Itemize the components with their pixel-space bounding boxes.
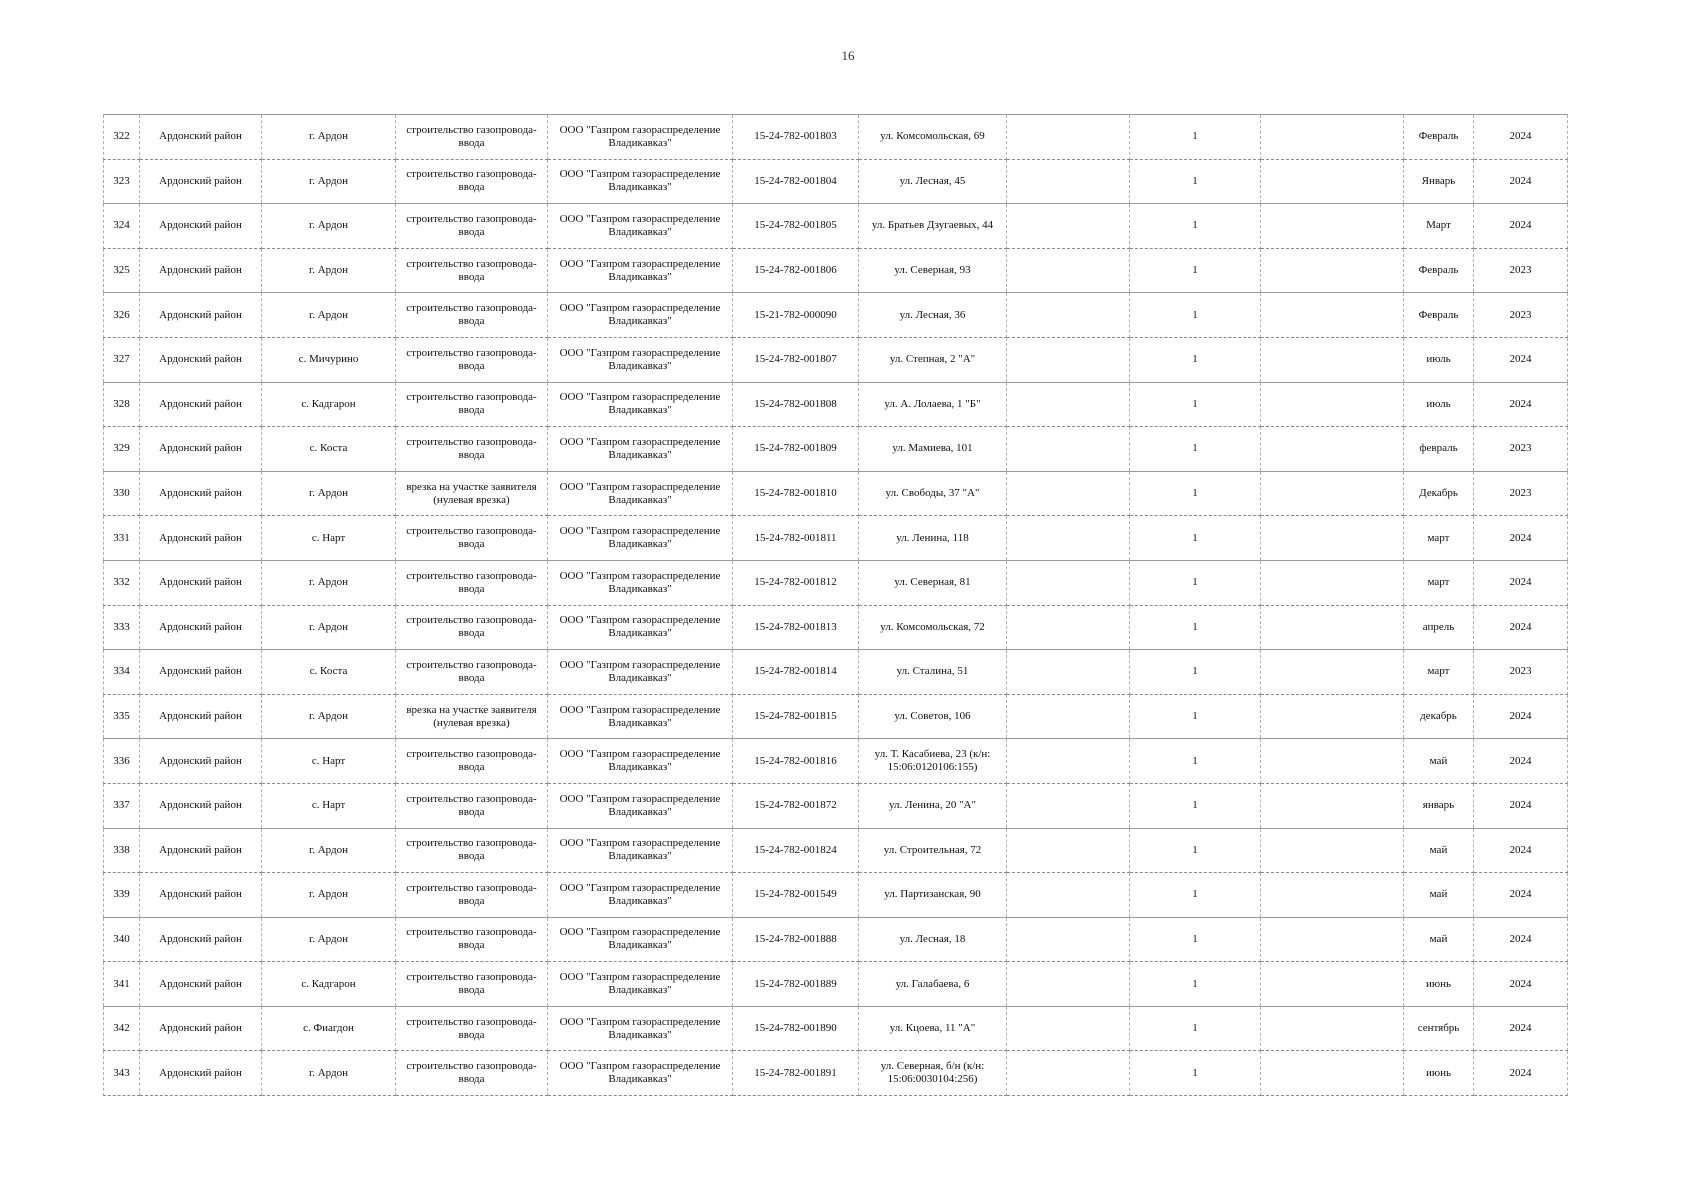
organization-cell: ООО "Газпром газораспределение Владикавказ" [548,159,733,204]
month-cell: Февраль [1404,293,1474,338]
empty-cell [1007,962,1130,1007]
organization-cell: ООО "Газпром газораспределение Владикавказ" [548,962,733,1007]
registry-table [103,114,1568,1096]
year-cell: 2024 [1474,828,1568,873]
organization-cell: ООО "Газпром газораспределение Владикавказ" [548,337,733,382]
empty-cell [1007,917,1130,962]
quantity-cell: 1 [1130,337,1261,382]
row-number: 343 [104,1051,140,1096]
year-cell: 2023 [1474,650,1568,695]
table-row [104,873,1568,918]
work-type-cell: строительство газопровода-ввода [396,783,548,828]
month-cell: Февраль [1404,115,1474,160]
district-cell: Ардонский район [140,605,262,650]
table-row [104,337,1568,382]
empty-cell [1007,516,1130,561]
organization-cell: ООО "Газпром газораспределение Владикавказ" [548,427,733,472]
locality-cell: с. Нарт [262,739,396,784]
address-cell: ул. Комсомольская, 72 [859,605,1007,650]
district-cell: Ардонский район [140,1006,262,1051]
locality-cell: г. Ардон [262,828,396,873]
row-number: 332 [104,560,140,605]
month-cell: март [1404,516,1474,561]
address-cell: ул. Ленина, 20 "А" [859,783,1007,828]
registry-code-cell: 15-24-782-001804 [733,159,859,204]
table-row [104,650,1568,695]
organization-cell: ООО "Газпром газораспределение Владикавказ" [548,739,733,784]
table-row [104,516,1568,561]
empty-cell [1007,1006,1130,1051]
empty-cell [1007,204,1130,249]
work-type-cell: врезка на участке заявителя (нулевая врезка) [396,471,548,516]
address-cell: ул. Строительная, 72 [859,828,1007,873]
month-cell: декабрь [1404,694,1474,739]
empty-cell [1261,828,1404,873]
year-cell: 2024 [1474,962,1568,1007]
empty-cell [1261,516,1404,561]
empty-cell [1007,471,1130,516]
organization-cell: ООО "Газпром газораспределение Владикавказ" [548,516,733,561]
year-cell: 2024 [1474,516,1568,561]
table-row [104,427,1568,472]
month-cell: Декабрь [1404,471,1474,516]
year-cell: 2024 [1474,783,1568,828]
empty-cell [1007,115,1130,160]
row-number: 325 [104,248,140,293]
quantity-cell: 1 [1130,917,1261,962]
empty-cell [1261,1051,1404,1096]
year-cell: 2024 [1474,560,1568,605]
row-number: 339 [104,873,140,918]
month-cell: июнь [1404,962,1474,1007]
registry-code-cell: 15-24-782-001809 [733,427,859,472]
month-cell: январь [1404,783,1474,828]
quantity-cell: 1 [1130,159,1261,204]
month-cell: сентябрь [1404,1006,1474,1051]
district-cell: Ардонский район [140,516,262,561]
locality-cell: г. Ардон [262,1051,396,1096]
quantity-cell: 1 [1130,873,1261,918]
empty-cell [1261,427,1404,472]
address-cell: ул. Северная, 93 [859,248,1007,293]
empty-cell [1261,115,1404,160]
address-cell: ул. Северная, 81 [859,560,1007,605]
empty-cell [1261,1006,1404,1051]
registry-code-cell: 15-24-782-001805 [733,204,859,249]
registry-code-cell: 15-24-782-001872 [733,783,859,828]
organization-cell: ООО "Газпром газораспределение Владикавказ" [548,873,733,918]
registry-code-cell: 15-24-782-001891 [733,1051,859,1096]
locality-cell: с. Кадгарон [262,962,396,1007]
work-type-cell: строительство газопровода-ввода [396,293,548,338]
locality-cell: г. Ардон [262,605,396,650]
month-cell: март [1404,560,1474,605]
month-cell: Февраль [1404,248,1474,293]
empty-cell [1007,873,1130,918]
page-number: 16 [841,48,855,63]
address-cell: ул. Степная, 2 "А" [859,337,1007,382]
locality-cell: г. Ардон [262,248,396,293]
registry-code-cell: 15-24-782-001888 [733,917,859,962]
locality-cell: г. Ардон [262,471,396,516]
month-cell: июнь [1404,1051,1474,1096]
year-cell: 2024 [1474,1051,1568,1096]
locality-cell: с. Коста [262,650,396,695]
quantity-cell: 1 [1130,516,1261,561]
row-number: 324 [104,204,140,249]
table-row [104,739,1568,784]
registry-code-cell: 15-24-782-001814 [733,650,859,695]
locality-cell: с. Фиагдон [262,1006,396,1051]
address-cell: ул. Т. Касабиева, 23 (к/н: 15:06:0120106:155) [859,739,1007,784]
work-type-cell: строительство газопровода-ввода [396,917,548,962]
registry-code-cell: 15-24-782-001803 [733,115,859,160]
district-cell: Ардонский район [140,159,262,204]
district-cell: Ардонский район [140,828,262,873]
locality-cell: г. Ардон [262,159,396,204]
empty-cell [1007,560,1130,605]
table-row [104,783,1568,828]
empty-cell [1261,694,1404,739]
district-cell: Ардонский район [140,471,262,516]
month-cell: Январь [1404,159,1474,204]
row-number: 334 [104,650,140,695]
table-row [104,115,1568,160]
empty-cell [1007,783,1130,828]
organization-cell: ООО "Газпром газораспределение Владикавказ" [548,605,733,650]
district-cell: Ардонский район [140,917,262,962]
empty-cell [1007,650,1130,695]
row-number: 329 [104,427,140,472]
locality-cell: с. Мичурино [262,337,396,382]
registry-code-cell: 15-24-782-001816 [733,739,859,784]
address-cell: ул. Лесная, 18 [859,917,1007,962]
empty-cell [1007,427,1130,472]
district-cell: Ардонский район [140,293,262,338]
quantity-cell: 1 [1130,560,1261,605]
empty-cell [1261,293,1404,338]
quantity-cell: 1 [1130,293,1261,338]
work-type-cell: строительство газопровода-ввода [396,650,548,695]
work-type-cell: строительство газопровода-ввода [396,1006,548,1051]
year-cell: 2024 [1474,337,1568,382]
empty-cell [1261,962,1404,1007]
empty-cell [1007,248,1130,293]
work-type-cell: врезка на участке заявителя (нулевая врезка) [396,694,548,739]
work-type-cell: строительство газопровода-ввода [396,873,548,918]
organization-cell: ООО "Газпром газораспределение Владикавказ" [548,783,733,828]
empty-cell [1007,337,1130,382]
work-type-cell: строительство газопровода-ввода [396,159,548,204]
empty-cell [1261,159,1404,204]
empty-cell [1261,873,1404,918]
row-number: 335 [104,694,140,739]
month-cell: Март [1404,204,1474,249]
address-cell: ул. Партизанская, 90 [859,873,1007,918]
month-cell: март [1404,650,1474,695]
organization-cell: ООО "Газпром газораспределение Владикавказ" [548,204,733,249]
empty-cell [1007,739,1130,784]
empty-cell [1261,783,1404,828]
registry-code-cell: 15-24-782-001813 [733,605,859,650]
organization-cell: ООО "Газпром газораспределение Владикавказ" [548,560,733,605]
registry-code-cell: 15-24-782-001808 [733,382,859,427]
locality-cell: с. Нарт [262,516,396,561]
organization-cell: ООО "Газпром газораспределение Владикавказ" [548,694,733,739]
row-number: 328 [104,382,140,427]
year-cell: 2024 [1474,694,1568,739]
locality-cell: г. Ардон [262,694,396,739]
address-cell: ул. Комсомольская, 69 [859,115,1007,160]
address-cell: ул. Северная, б/н (к/н: 15:06:0030104:256) [859,1051,1007,1096]
quantity-cell: 1 [1130,694,1261,739]
table-row [104,248,1568,293]
table-row [104,828,1568,873]
registry-code-cell: 15-24-782-001889 [733,962,859,1007]
year-cell: 2024 [1474,382,1568,427]
district-cell: Ардонский район [140,783,262,828]
quantity-cell: 1 [1130,739,1261,784]
work-type-cell: строительство газопровода-ввода [396,204,548,249]
quantity-cell: 1 [1130,115,1261,160]
district-cell: Ардонский район [140,560,262,605]
quantity-cell: 1 [1130,248,1261,293]
district-cell: Ардонский район [140,962,262,1007]
row-number: 340 [104,917,140,962]
organization-cell: ООО "Газпром газораспределение Владикавказ" [548,1006,733,1051]
month-cell: июль [1404,382,1474,427]
year-cell: 2024 [1474,1006,1568,1051]
address-cell: ул. Лесная, 45 [859,159,1007,204]
row-number: 336 [104,739,140,784]
row-number: 327 [104,337,140,382]
year-cell: 2024 [1474,159,1568,204]
locality-cell: с. Коста [262,427,396,472]
registry-code-cell: 15-24-782-001815 [733,694,859,739]
registry-code-cell: 15-24-782-001812 [733,560,859,605]
locality-cell: г. Ардон [262,115,396,160]
address-cell: ул. Братьев Дзугаевых, 44 [859,204,1007,249]
district-cell: Ардонский район [140,248,262,293]
work-type-cell: строительство газопровода-ввода [396,1051,548,1096]
year-cell: 2024 [1474,739,1568,784]
year-cell: 2024 [1474,873,1568,918]
work-type-cell: строительство газопровода-ввода [396,962,548,1007]
row-number: 337 [104,783,140,828]
row-number: 326 [104,293,140,338]
empty-cell [1007,694,1130,739]
year-cell: 2024 [1474,204,1568,249]
locality-cell: г. Ардон [262,204,396,249]
work-type-cell: строительство газопровода-ввода [396,427,548,472]
quantity-cell: 1 [1130,783,1261,828]
table-row [104,159,1568,204]
address-cell: ул. Сталина, 51 [859,650,1007,695]
registry-code-cell: 15-24-782-001807 [733,337,859,382]
empty-cell [1261,204,1404,249]
district-cell: Ардонский район [140,739,262,784]
empty-cell [1007,1051,1130,1096]
organization-cell: ООО "Газпром газораспределение Владикавказ" [548,828,733,873]
empty-cell [1007,159,1130,204]
work-type-cell: строительство газопровода-ввода [396,560,548,605]
quantity-cell: 1 [1130,382,1261,427]
table-row [104,382,1568,427]
table-row [104,204,1568,249]
quantity-cell: 1 [1130,1006,1261,1051]
address-cell: ул. Галабаева, 6 [859,962,1007,1007]
table-row [104,1051,1568,1096]
row-number: 338 [104,828,140,873]
quantity-cell: 1 [1130,427,1261,472]
table-row [104,560,1568,605]
organization-cell: ООО "Газпром газораспределение Владикавказ" [548,293,733,338]
registry-code-cell: 15-24-782-001806 [733,248,859,293]
work-type-cell: строительство газопровода-ввода [396,605,548,650]
registry-code-cell: 15-24-782-001824 [733,828,859,873]
address-cell: ул. Свободы, 37 "А" [859,471,1007,516]
district-cell: Ардонский район [140,427,262,472]
registry-rows [104,115,1568,1096]
address-cell: ул. А. Лолаева, 1 "Б" [859,382,1007,427]
empty-cell [1007,605,1130,650]
registry-code-cell: 15-21-782-000090 [733,293,859,338]
quantity-cell: 1 [1130,605,1261,650]
quantity-cell: 1 [1130,471,1261,516]
empty-cell [1261,650,1404,695]
month-cell: июль [1404,337,1474,382]
district-cell: Ардонский район [140,382,262,427]
address-cell: ул. Кцоева, 11 "А" [859,1006,1007,1051]
year-cell: 2024 [1474,917,1568,962]
empty-cell [1261,739,1404,784]
organization-cell: ООО "Газпром газораспределение Владикавказ" [548,248,733,293]
row-number: 331 [104,516,140,561]
registry-code-cell: 15-24-782-001810 [733,471,859,516]
district-cell: Ардонский район [140,1051,262,1096]
table-row [104,694,1568,739]
organization-cell: ООО "Газпром газораспределение Владикавказ" [548,650,733,695]
year-cell: 2023 [1474,427,1568,472]
row-number: 322 [104,115,140,160]
year-cell: 2024 [1474,605,1568,650]
address-cell: ул. Советов, 106 [859,694,1007,739]
address-cell: ул. Лесная, 36 [859,293,1007,338]
quantity-cell: 1 [1130,828,1261,873]
year-cell: 2023 [1474,293,1568,338]
empty-cell [1261,382,1404,427]
district-cell: Ардонский район [140,337,262,382]
empty-cell [1261,471,1404,516]
work-type-cell: строительство газопровода-ввода [396,115,548,160]
work-type-cell: строительство газопровода-ввода [396,828,548,873]
address-cell: ул. Мамиева, 101 [859,427,1007,472]
locality-cell: г. Ардон [262,560,396,605]
locality-cell: с. Нарт [262,783,396,828]
registry-code-cell: 15-24-782-001890 [733,1006,859,1051]
table-row [104,1006,1568,1051]
year-cell: 2024 [1474,115,1568,160]
row-number: 341 [104,962,140,1007]
empty-cell [1007,828,1130,873]
locality-cell: с. Кадгарон [262,382,396,427]
empty-cell [1261,248,1404,293]
month-cell: май [1404,828,1474,873]
organization-cell: ООО "Газпром газораспределение Владикавказ" [548,917,733,962]
table-row [104,917,1568,962]
work-type-cell: строительство газопровода-ввода [396,248,548,293]
registry-code-cell: 15-24-782-001811 [733,516,859,561]
quantity-cell: 1 [1130,650,1261,695]
work-type-cell: строительство газопровода-ввода [396,382,548,427]
month-cell: май [1404,739,1474,784]
organization-cell: ООО "Газпром газораспределение Владикавказ" [548,471,733,516]
row-number: 323 [104,159,140,204]
quantity-cell: 1 [1130,204,1261,249]
district-cell: Ардонский район [140,650,262,695]
organization-cell: ООО "Газпром газораспределение Владикавказ" [548,1051,733,1096]
empty-cell [1007,382,1130,427]
district-cell: Ардонский район [140,694,262,739]
month-cell: май [1404,873,1474,918]
district-cell: Ардонский район [140,115,262,160]
address-cell: ул. Ленина, 118 [859,516,1007,561]
organization-cell: ООО "Газпром газораспределение Владикавказ" [548,115,733,160]
year-cell: 2023 [1474,248,1568,293]
work-type-cell: строительство газопровода-ввода [396,739,548,784]
locality-cell: г. Ардон [262,293,396,338]
row-number: 342 [104,1006,140,1051]
month-cell: май [1404,917,1474,962]
row-number: 330 [104,471,140,516]
locality-cell: г. Ардон [262,873,396,918]
month-cell: февраль [1404,427,1474,472]
quantity-cell: 1 [1130,962,1261,1007]
locality-cell: г. Ардон [262,917,396,962]
work-type-cell: строительство газопровода-ввода [396,337,548,382]
row-number: 333 [104,605,140,650]
empty-cell [1261,917,1404,962]
month-cell: апрель [1404,605,1474,650]
empty-cell [1261,560,1404,605]
table-row [104,962,1568,1007]
quantity-cell: 1 [1130,1051,1261,1096]
district-cell: Ардонский район [140,204,262,249]
empty-cell [1261,605,1404,650]
table-row [104,293,1568,338]
table-row [104,471,1568,516]
year-cell: 2023 [1474,471,1568,516]
organization-cell: ООО "Газпром газораспределение Владикавказ" [548,382,733,427]
table-row [104,605,1568,650]
empty-cell [1007,293,1130,338]
empty-cell [1261,337,1404,382]
registry-code-cell: 15-24-782-001549 [733,873,859,918]
work-type-cell: строительство газопровода-ввода [396,516,548,561]
district-cell: Ардонский район [140,873,262,918]
